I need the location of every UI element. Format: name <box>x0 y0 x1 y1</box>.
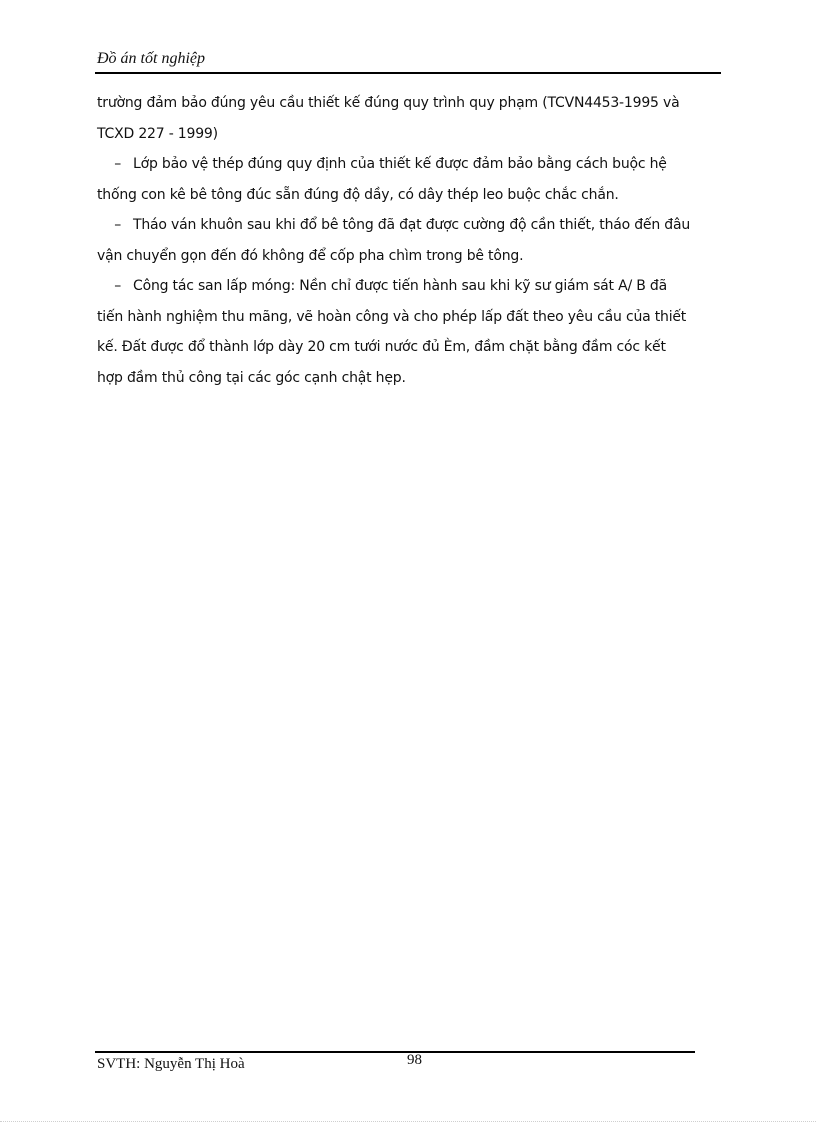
body-line: Tháo ván khuôn sau khi đổ bê tông đã đạt được cường độ cần thiết, tháo đến đâu <box>133 217 690 233</box>
body-line: Lớp bảo vệ thép đúng quy định của thiết kế được đảm bảo bằng cách buộc hệ <box>133 156 667 172</box>
body-line: trường đảm bảo đúng yêu cầu thiết kế đúng quy trình quy phạm (TCVN4453-1995 và <box>97 95 680 111</box>
bullet-item <box>97 149 711 180</box>
footer-rule <box>95 1051 695 1053</box>
dash-bullet: – <box>114 217 121 233</box>
footer-author: SVTH: Nguyễn Thị Hoà <box>97 1056 245 1072</box>
body-line: tiến hành nghiệm thu mãng, vẽ hoàn công và cho phép lấp đất theo yêu cầu của thiết <box>97 308 687 325</box>
bullet-item <box>97 271 711 302</box>
body-line: thống con kê bê tông đúc sẵn đúng độ dầy, có dây thép leo buộc chắc chắn. <box>97 186 619 203</box>
page-header-title: Đồ án tốt nghiệp <box>97 50 205 67</box>
body-line: TCXD 227 - 1999) <box>97 125 218 142</box>
bullet-item <box>97 210 711 241</box>
body-text <box>97 88 711 393</box>
page-bottom-border <box>0 1121 816 1122</box>
body-line: Công tác san lấp móng: Nền chỉ được tiến hành sau khi kỹ sư giám sát A/ B đã <box>133 278 667 294</box>
body-line: vận chuyển gọn đến đó không để cốp pha chìm trong bê tông. <box>97 247 524 264</box>
dash-bullet: – <box>114 278 121 294</box>
body-line: kế. Đất được đổ thành lớp dày 20 cm tưới nước đủ Èm, đầm chặt bằng đầm cóc kết <box>97 339 666 355</box>
page-number: 98 <box>407 1052 422 1068</box>
dash-bullet: – <box>114 156 121 172</box>
header-rule <box>95 72 721 74</box>
body-line: hợp đầm thủ công tại các góc cạnh chật hẹp. <box>97 369 406 386</box>
